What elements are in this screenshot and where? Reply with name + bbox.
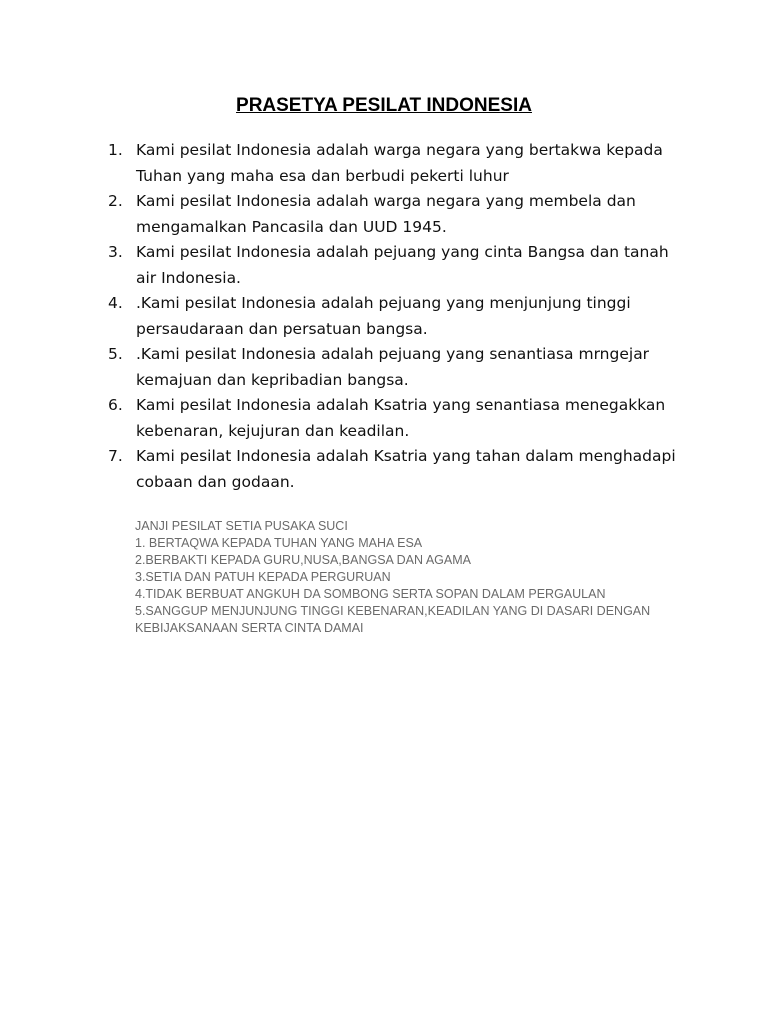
oath-item-text: .Kami pesilat Indonesia adalah pejuang yang senantiasa mrngejar kemajuan dan kepribadian bangsa. bbox=[136, 345, 650, 389]
vow-block bbox=[135, 518, 695, 637]
vow-line-3: 3.SETIA DAN PATUH KEPADA PERGURUAN bbox=[135, 570, 391, 584]
oath-item-number: 5. bbox=[108, 345, 123, 363]
vow-heading: JANJI PESILAT SETIA PUSAKA SUCI bbox=[135, 519, 348, 533]
oath-item-number: 7. bbox=[108, 447, 123, 465]
oath-item-text: Kami pesilat Indonesia adalah warga negara yang membela dan mengamalkan Pancasila dan UUD 1945. bbox=[136, 192, 636, 236]
oath-list bbox=[108, 138, 688, 495]
oath-item-number: 2. bbox=[108, 192, 123, 210]
oath-item-4 bbox=[108, 291, 688, 342]
oath-item-text: .Kami pesilat Indonesia adalah pejuang yang menjunjung tinggi persaudaraan dan persatuan bangsa. bbox=[136, 294, 631, 338]
oath-item-7 bbox=[108, 444, 688, 495]
oath-item-1 bbox=[108, 138, 688, 189]
oath-item-3 bbox=[108, 240, 688, 291]
vow-line-2: 2.BERBAKTI KEPADA GURU,NUSA,BANGSA DAN AGAMA bbox=[135, 553, 471, 567]
oath-item-number: 3. bbox=[108, 243, 123, 261]
oath-item-text: Kami pesilat Indonesia adalah pejuang yang cinta Bangsa dan tanah air Indonesia. bbox=[136, 243, 669, 287]
document-title: PRASETYA PESILAT INDONESIA bbox=[236, 95, 532, 116]
oath-item-6 bbox=[108, 393, 688, 444]
oath-item-text: Kami pesilat Indonesia adalah Ksatria yang senantiasa menegakkan kebenaran, kejujuran dan keadilan. bbox=[136, 396, 666, 440]
oath-item-text: Kami pesilat Indonesia adalah warga negara yang bertakwa kepada Tuhan yang maha esa dan berbudi pekerti luhur bbox=[136, 141, 663, 185]
oath-item-5 bbox=[108, 342, 688, 393]
oath-item-number: 6. bbox=[108, 396, 123, 414]
vow-line-5: 5.SANGGUP MENJUNJUNG TINGGI KEBENARAN,KEADILAN YANG DI DASARI DENGAN KEBIJAKSANAAN SERTA CINTA DAMAI bbox=[135, 604, 651, 635]
vow-line-4: 4.TIDAK BERBUAT ANGKUH DA SOMBONG SERTA SOPAN DALAM PERGAULAN bbox=[135, 587, 606, 601]
oath-item-number: 1. bbox=[108, 141, 123, 159]
oath-item-text: Kami pesilat Indonesia adalah Ksatria yang tahan dalam menghadapi cobaan dan godaan. bbox=[136, 447, 676, 491]
vow-line-1: 1. BERTAQWA KEPADA TUHAN YANG MAHA ESA bbox=[135, 536, 423, 550]
oath-item-number: 4. bbox=[108, 294, 123, 312]
oath-item-2 bbox=[108, 189, 688, 240]
